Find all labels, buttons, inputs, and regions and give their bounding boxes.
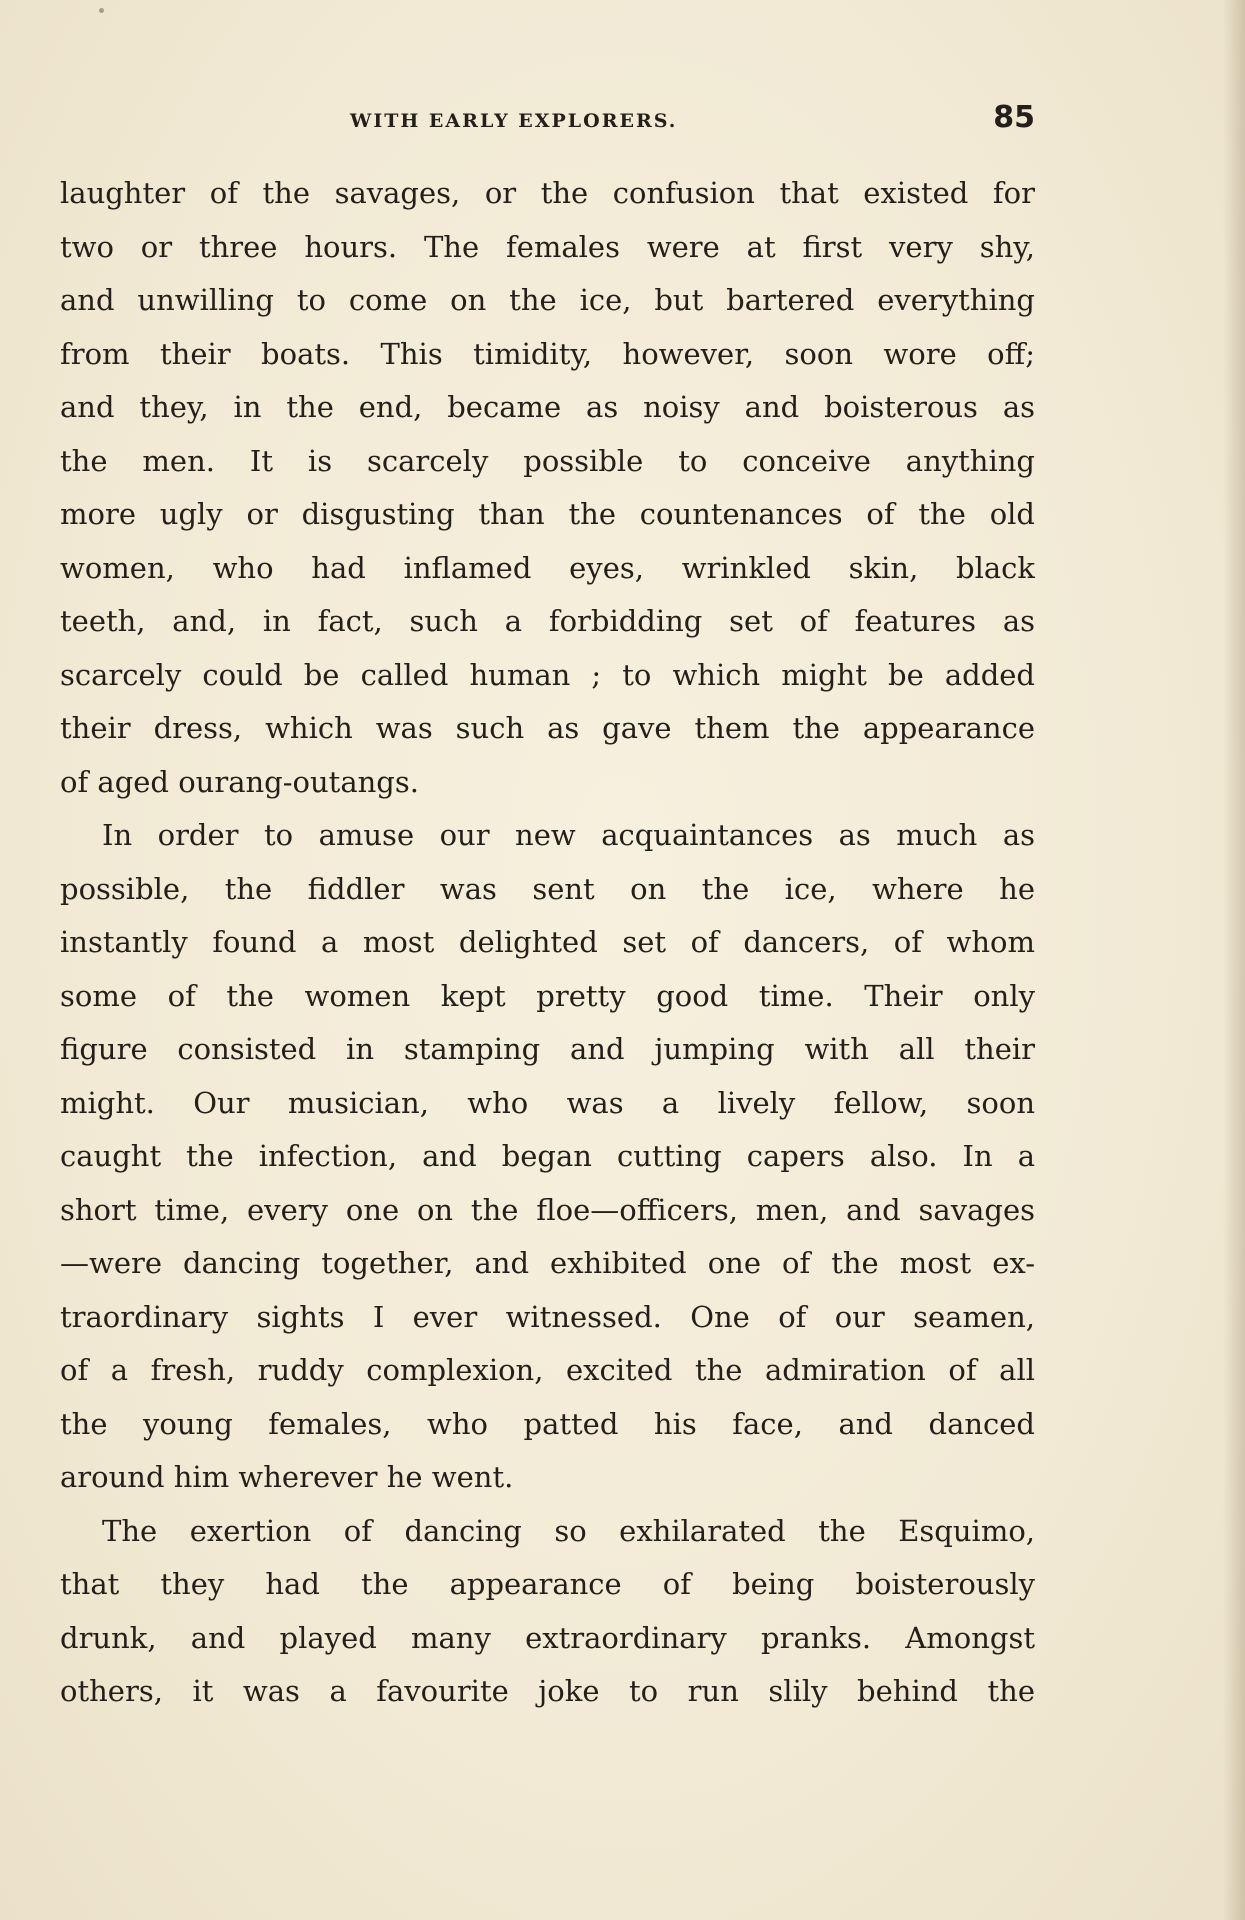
paper-speck <box>99 8 104 13</box>
text-line: figure consisted in stamping and jumping with all their <box>60 1032 1035 1066</box>
text-line: two or three hours. The females were at first very shy, <box>60 229 1035 264</box>
text-line: some of the women kept pretty good time. Their only <box>60 978 1035 1013</box>
text-line: and unwilling to come on the ice, but bartered everything <box>60 283 1035 317</box>
text-line: women, who had inflamed eyes, wrinkled skin, black <box>60 550 1035 585</box>
text-line: that they had the appearance of being boisterously <box>60 1567 1035 1601</box>
text-line: caught the infection, and began cutting capers also. In a <box>60 1139 1035 1173</box>
text-line: teeth, and, in fact, such a forbidding set of features as <box>60 604 1035 638</box>
text-line: the men. It is scarcely possible to conceive anything <box>60 443 1035 478</box>
text-line: In order to amuse our new acquaintances as much as <box>102 818 1035 852</box>
page-number: 85 <box>993 100 1035 135</box>
text-line: short time, every one on the floe—officers, men, and savages <box>60 1192 1035 1227</box>
text-line: of a fresh, ruddy complexion, excited the admiration of all <box>60 1353 1035 1387</box>
text-line: the young females, who patted his face, and danced <box>60 1406 1035 1441</box>
running-title: WITH EARLY EXPLORERS. <box>350 110 678 132</box>
text-line: traordinary sights I ever witnessed. One of our seamen, <box>60 1299 1035 1334</box>
text-line: of aged ourang-outangs. <box>60 764 419 799</box>
page-edge-shadow <box>1223 0 1245 1920</box>
text-line: drunk, and played many extraordinary pranks. Amongst <box>60 1620 1035 1655</box>
text-line: possible, the fiddler was sent on the ice, where he <box>60 871 1035 906</box>
text-line: and they, in the end, became as noisy and boisterous as <box>60 390 1035 424</box>
text-line: laughter of the savages, or the confusion that existed for <box>60 176 1035 210</box>
page-header <box>60 100 1035 140</box>
text-line: around him wherever he went. <box>60 1460 514 1494</box>
body-text <box>60 167 1035 1719</box>
text-line: from their boats. This timidity, however, soon wore off; <box>60 336 1035 371</box>
text-line: their dress, which was such as gave them the appearance <box>60 711 1035 745</box>
text-line: —were dancing together, and exhibited one of the most ex- <box>60 1246 1035 1280</box>
text-line: instantly found a most delighted set of dancers, of whom <box>60 925 1035 959</box>
text-line: The exertion of dancing so exhilarated the Esquimo, <box>102 1513 1035 1548</box>
text-line: scarcely could be called human ; to which might be added <box>60 657 1035 692</box>
text-line: others, it was a favourite joke to run slily behind the <box>60 1674 1035 1708</box>
text-line: more ugly or disgusting than the countenances of the old <box>60 497 1035 531</box>
text-line: might. Our musician, who was a lively fellow, soon <box>60 1085 1035 1120</box>
